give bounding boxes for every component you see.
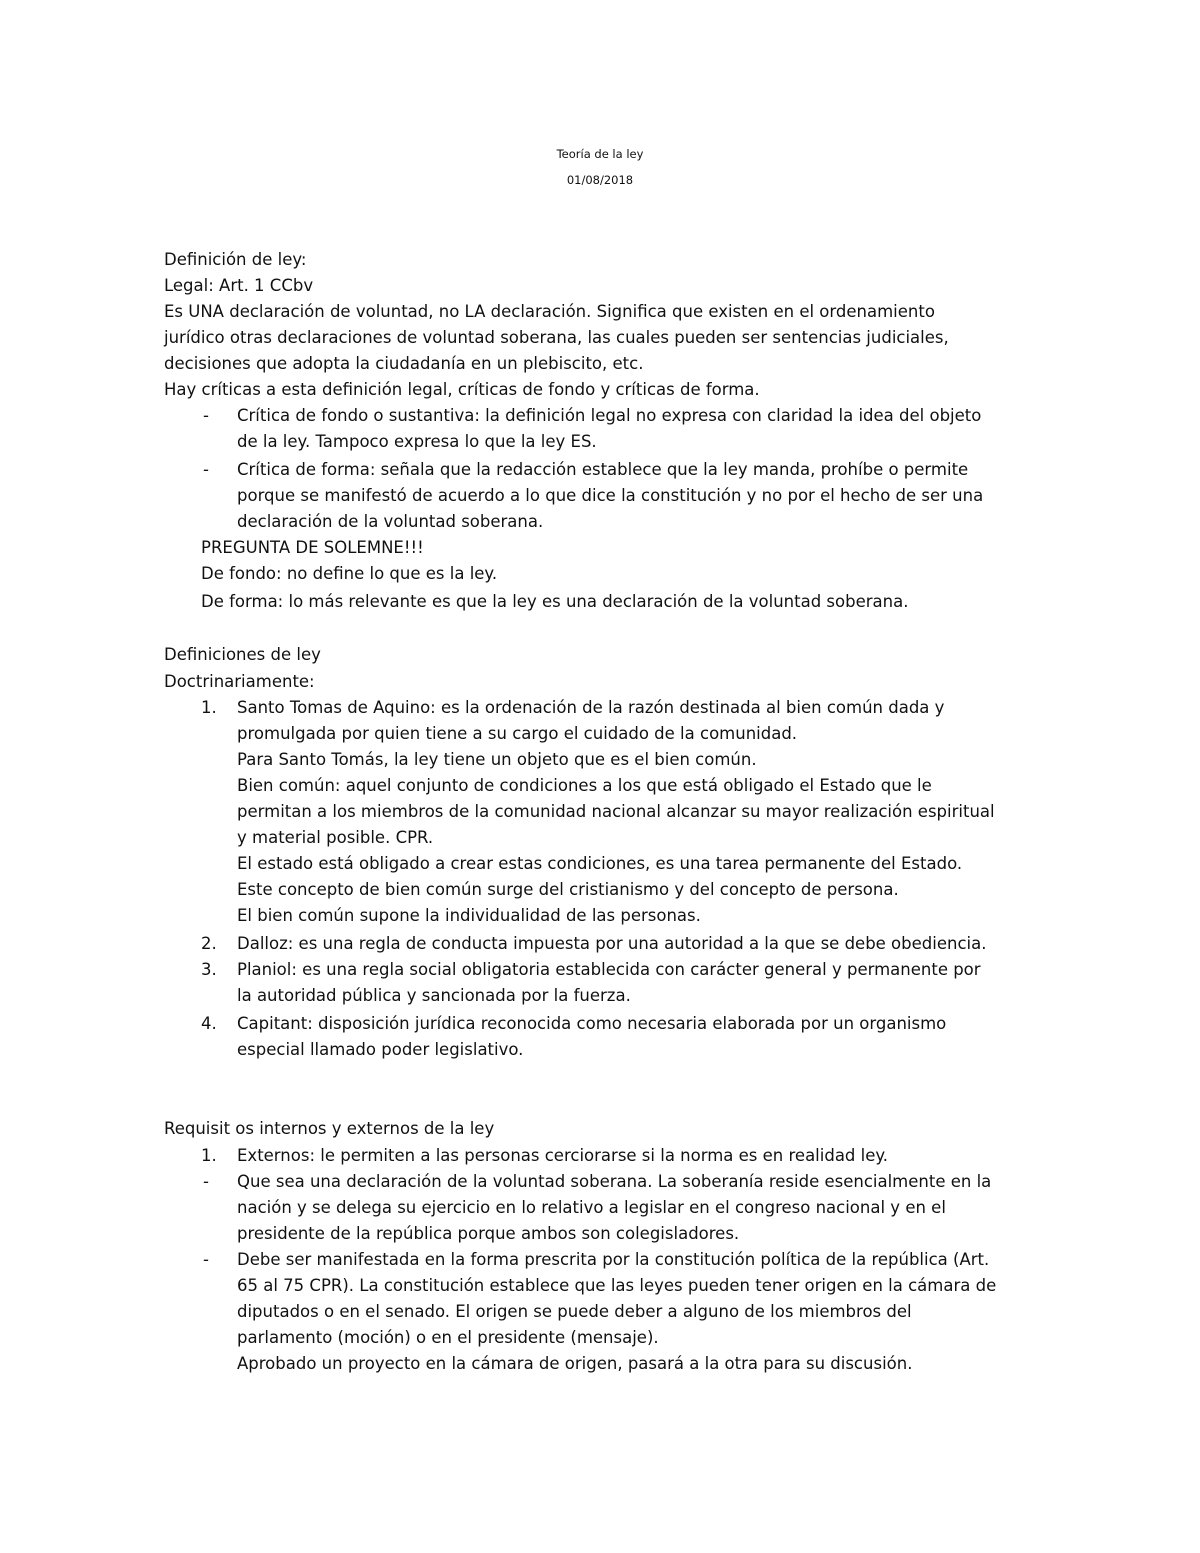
bullet-line: Crítica de fondo o sustantiva: la definición legal no expresa con claridad la idea del objeto [237, 406, 982, 425]
list-item-line: Capitant: disposición jurídica reconocida como necesaria elaborada por un organismo [237, 1014, 947, 1033]
section3-heading: Requisit os internos y externos de la ley [164, 1119, 495, 1138]
note-fondo: De fondo: no define lo que es la ley. [201, 564, 498, 583]
section1-para-line: Es UNA declaración de voluntad, no LA declaración. Significa que existen en el ordenamiento [164, 302, 935, 321]
bullet-marker: - [203, 460, 209, 479]
bullet-line: Crítica de forma: señala que la redacción establece que la ley manda, prohíbe o permite [237, 460, 969, 479]
document-date: 01/08/2018 [566, 173, 634, 187]
bullet-marker: - [203, 1172, 209, 1191]
bullet-line: 65 al 75 CPR). La constitución establece que las leyes pueden tener origen en la cámara de [237, 1276, 997, 1295]
list-item-line: y material posible. CPR. [237, 828, 434, 847]
list-item-line: Dalloz: es una regla de conducta impuesta por una autoridad a la que se debe obediencia. [237, 934, 987, 953]
list-item-line: especial llamado poder legislativo. [237, 1040, 524, 1059]
bullet-line: presidente de la república porque ambos son colegisladores. [237, 1224, 740, 1243]
bullet-line: parlamento (moción) o en el presidente (mensaje). [237, 1328, 659, 1347]
section1-para-line: jurídico otras declaraciones de voluntad soberana, las cuales pueden ser sentencias judiciales, [164, 328, 949, 347]
list-item-line: El bien común supone la individualidad de las personas. [237, 906, 701, 925]
list-item-line: El estado está obligado a crear estas condiciones, es una tarea permanente del Estado. [237, 854, 963, 873]
bullet-line: porque se manifestó de acuerdo a lo que dice la constitución y no por el hecho de ser una [237, 486, 984, 505]
list-item-line: la autoridad pública y sancionada por la fuerza. [237, 986, 631, 1005]
list-item-line: permitan a los miembros de la comunidad nacional alcanzar su mayor realización espiritual [237, 802, 995, 821]
bullet-marker: - [203, 406, 209, 425]
section1-legal: Legal: Art. 1 CCbv [164, 276, 314, 295]
list-item-line: Este concepto de bien común surge del cristianismo y del concepto de persona. [237, 880, 899, 899]
bullet-line: Que sea una declaración de la voluntad soberana. La soberanía reside esencialmente en la [237, 1172, 992, 1191]
section2-subheading: Doctrinariamente: [164, 672, 315, 691]
section1-para-line: Hay críticas a esta definición legal, críticas de fondo y críticas de forma. [164, 380, 760, 399]
bullet-line: nación y se delega su ejercicio en lo relativo a legislar en el congreso nacional y en el [237, 1198, 946, 1217]
list-item-line: Externos: le permiten a las personas cerciorarse si la norma es en realidad ley. [237, 1146, 889, 1165]
solemne-note: PREGUNTA DE SOLEMNE!!! [201, 538, 424, 557]
list-marker: 2. [201, 934, 217, 953]
section2-heading: Definiciones de ley [164, 645, 321, 664]
bullet-line: diputados o en el senado. El origen se puede deber a alguno de los miembros del [237, 1302, 912, 1321]
list-item-line: Planiol: es una regla social obligatoria establecida con carácter general y permanente por [237, 960, 981, 979]
bullet-line: de la ley. Tampoco expresa lo que la ley ES. [237, 432, 597, 451]
list-marker: 4. [201, 1014, 217, 1033]
list-marker: 1. [201, 1146, 217, 1165]
bullet-marker: - [203, 1250, 209, 1269]
list-marker: 3. [201, 960, 217, 979]
note-forma: De forma: lo más relevante es que la ley es una declaración de la voluntad soberana. [201, 592, 909, 611]
list-item-line: Santo Tomas de Aquino: es la ordenación de la razón destinada al bien común dada y [237, 698, 945, 717]
section1-para-line: decisiones que adopta la ciudadanía en un plebiscito, etc. [164, 354, 644, 373]
bullet-line: Aprobado un proyecto en la cámara de origen, pasará a la otra para su discusión. [237, 1354, 913, 1373]
bullet-line: Debe ser manifestada en la forma prescrita por la constitución política de la república (Art. [237, 1250, 990, 1269]
bullet-line: declaración de la voluntad soberana. [237, 512, 544, 531]
document-title: Teoría de la ley [556, 147, 644, 161]
list-marker: 1. [201, 698, 217, 717]
section1-heading: Definición de ley: [164, 250, 307, 269]
list-item-line: Para Santo Tomás, la ley tiene un objeto que es el bien común. [237, 750, 757, 769]
list-item-line: promulgada por quien tiene a su cargo el cuidado de la comunidad. [237, 724, 798, 743]
list-item-line: Bien común: aquel conjunto de condiciones a los que está obligado el Estado que le [237, 776, 932, 795]
